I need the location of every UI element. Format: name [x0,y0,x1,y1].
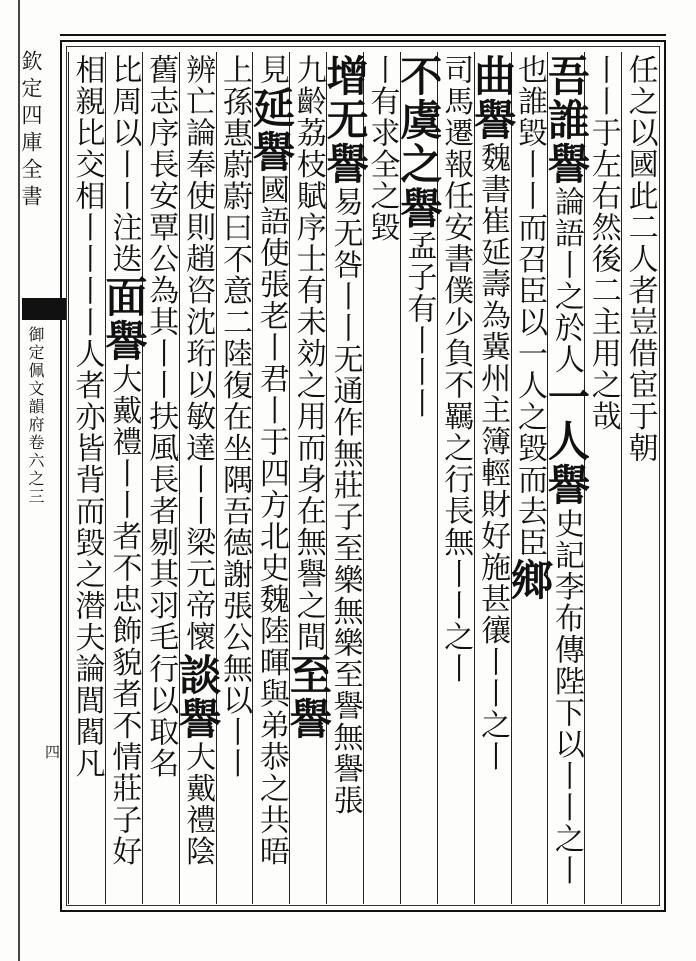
entry-text: 史記李布傳陛下以丨丨之丨 [548,507,584,886]
entry-text: 魏書崔延壽為冀州主簿輕財好施甚忀丨丨之丨 [475,142,511,773]
entry-headword: 延譽 [246,85,296,174]
entry-text: 丨丨于左右然後二主用之哉 [585,54,621,432]
entry-headword: 至譽 [283,652,333,741]
entry-text: 上 [216,54,252,86]
entry-headword: 鄉 [504,558,554,603]
entry-text: 丨有求全之毀 [364,54,400,243]
entry-text: 舊志序長安覃公為其丨丨扶風長者剔其羽毛 [143,54,179,653]
entry-text: 九齡荔枝賦序士有未効之用而身在無譽之間 [290,54,326,653]
entry-text: 行以取名 [143,652,179,779]
page-number: 四 [43,744,61,759]
entry-headword: 一人譽 [541,375,591,508]
entry-text: 孟子有丨丨丨 [401,230,437,420]
entry-text: 任之以國此二人者豈借宦于朝 [622,54,658,464]
entry-text: 也誰毀丨丨 [511,54,547,212]
margin-series-title: 欽定四庫全書 [19,50,43,212]
top-rule [60,34,666,36]
entry-text: 易无咎丨丨无通作無莊子至樂無樂至譽無譽張 [327,186,363,817]
entry-text: 國語使張老丨君丨于四方北史魏陸暉與弟恭之共晤 [253,173,289,867]
entry-text: 而召臣以一人之毀而去臣 [511,211,547,558]
entry-text: 辨亡論奉使則趙咨沈珩以敏達丨丨梁元帝懷 [180,54,216,653]
entry-headword: 吾誰譽 [541,54,591,187]
entry-text: 孫惠蔚蔚曰不意二陸復在坐隅吾德謝張公無以丨丨 [216,85,252,779]
entry-text: 論語丨之於人 [548,186,584,376]
entry-text: 見 [253,54,289,86]
entry-headword: 不虞之譽 [394,54,444,231]
entry-text: 大戴禮陰 [180,740,216,867]
entry-headword: 曲譽 [468,54,518,143]
entry-headword: 增无譽 [320,54,370,187]
entry-headword: 面譽 [99,274,149,363]
entry-text: 司馬遷報任安書僕少負不羈之行長無丨丨之丨 [438,54,474,684]
entry-text: 相親比交相丨丨 [69,54,105,275]
margin-book-title: 御定佩文韻府卷六之三 [26,326,45,506]
entry-text: 丨丨人者亦皆背而毀之潜夫論閭閻凡 [69,274,105,779]
entry-text: 比周以丨丨注迭 [106,54,142,275]
entry-text: 大戴禮丨丨者不忠飾貌者不情莊子好 [106,362,142,867]
entry-headword: 談譽 [173,652,223,741]
